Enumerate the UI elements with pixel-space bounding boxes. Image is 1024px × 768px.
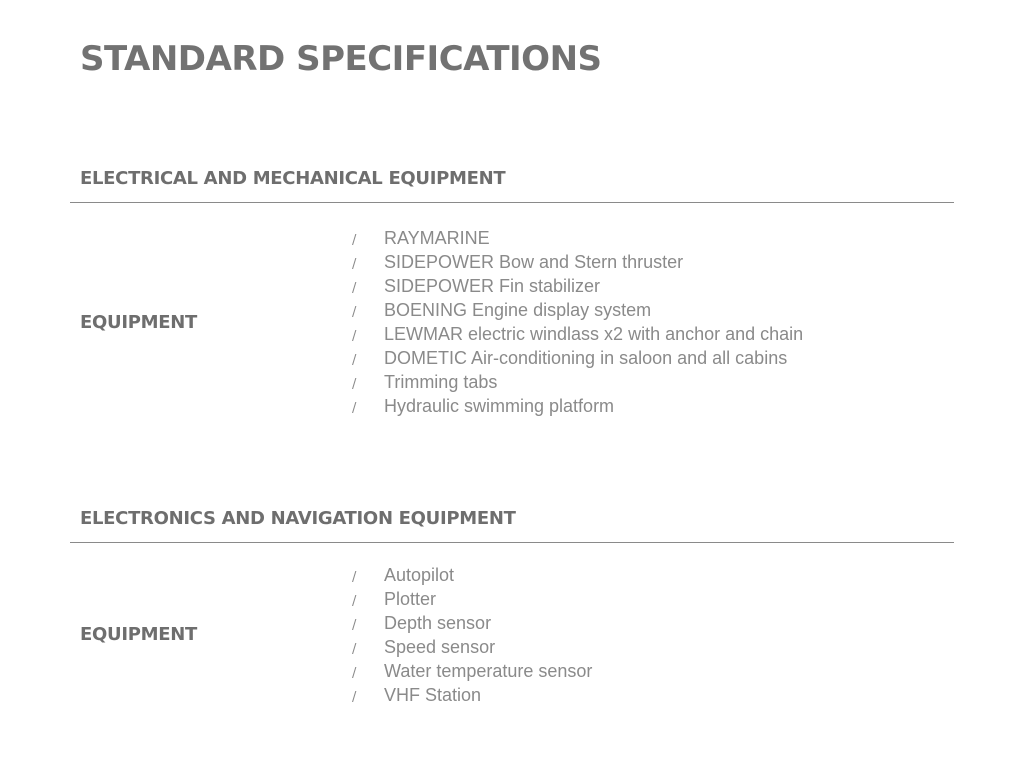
list-item [352, 322, 803, 346]
slash-bullet-icon: / [352, 377, 357, 392]
list-item-text: Plotter [384, 589, 437, 609]
slash-bullet-icon: / [352, 281, 357, 296]
list-item-text: Hydraulic swimming platform [384, 396, 615, 416]
list-item [352, 635, 592, 659]
slash-bullet-icon: / [352, 353, 357, 368]
list-item-text: Autopilot [384, 565, 455, 585]
equipment-list [352, 563, 592, 707]
list-item-text: SIDEPOWER Fin stabilizer [384, 276, 601, 296]
list-item [352, 226, 803, 250]
list-item-text: Trimming tabs [384, 372, 498, 392]
section-electrical-mechanical [0, 166, 1024, 436]
list-item-text: Water temperature sensor [384, 661, 593, 681]
list-item-text: BOENING Engine display system [384, 300, 652, 320]
list-item-text: DOMETIC Air-conditioning in saloon and all cabins [384, 348, 788, 368]
slash-bullet-icon: / [352, 233, 357, 248]
list-item [352, 370, 803, 394]
slash-bullet-icon: / [352, 642, 357, 657]
list-item [352, 563, 592, 587]
list-item [352, 683, 592, 707]
list-item [352, 346, 803, 370]
slash-bullet-icon: / [352, 401, 357, 416]
slash-bullet-icon: / [352, 570, 357, 585]
list-item [352, 659, 592, 683]
list-item-text: SIDEPOWER Bow and Stern thruster [384, 252, 684, 272]
slash-bullet-icon: / [352, 618, 357, 633]
section-heading: ELECTRICAL AND MECHANICAL EQUIPMENT [80, 168, 506, 189]
list-item [352, 250, 803, 274]
list-item-text: Depth sensor [384, 613, 492, 633]
section-divider [70, 542, 954, 543]
list-item [352, 587, 592, 611]
slash-bullet-icon: / [352, 257, 357, 272]
slash-bullet-icon: / [352, 690, 357, 705]
list-item-text: VHF Station [384, 685, 482, 705]
list-item-text: LEWMAR electric windlass x2 with anchor and chain [384, 324, 804, 344]
row-label-equipment: EQUIPMENT [80, 624, 197, 645]
slash-bullet-icon: / [352, 305, 357, 320]
slash-bullet-icon: / [352, 666, 357, 681]
section-electronics-navigation [0, 506, 1024, 721]
list-item [352, 394, 803, 418]
slash-bullet-icon: / [352, 329, 357, 344]
list-item [352, 274, 803, 298]
page-title: STANDARD SPECIFICATIONS [80, 39, 602, 79]
section-divider [70, 202, 954, 203]
list-item-text: Speed sensor [384, 637, 496, 657]
list-item [352, 298, 803, 322]
equipment-list [352, 226, 803, 418]
list-item-text: RAYMARINE [384, 228, 490, 248]
slash-bullet-icon: / [352, 594, 357, 609]
list-item [352, 611, 592, 635]
row-label-equipment: EQUIPMENT [80, 312, 197, 333]
section-heading: ELECTRONICS AND NAVIGATION EQUIPMENT [80, 508, 516, 529]
